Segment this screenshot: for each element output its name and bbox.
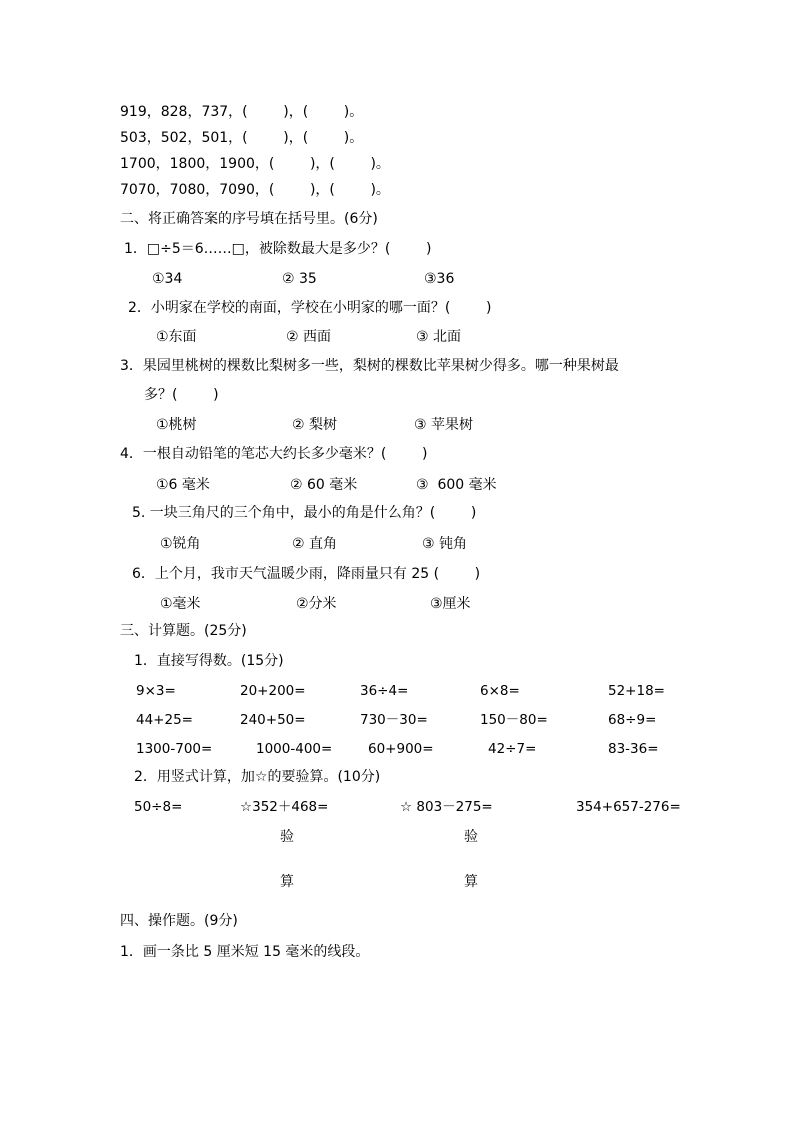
q6-option-1: ①毫米 bbox=[160, 596, 201, 612]
sequence-line-1: 919，828，737，( )，( )。 bbox=[120, 104, 364, 120]
section3-sub2-title: 2．用竖式计算，加☆的要验算。(10分) bbox=[134, 769, 381, 785]
calc-r2-c3: 730－30= bbox=[360, 712, 428, 728]
calc-r2-c4: 150－80= bbox=[480, 712, 548, 728]
section4-title: 四、操作题。(9分) bbox=[120, 913, 238, 929]
question-5: 5. 一块三角尺的三个角中，最小的角是什么角？( ) bbox=[132, 505, 477, 521]
q1-option-3: ③36 bbox=[424, 271, 455, 287]
calc-r3-c4: 42÷7= bbox=[488, 741, 537, 757]
q5-option-3: ③ 钝角 bbox=[422, 536, 468, 552]
question-4: 4．一根自动铅笔的笔芯大约长多少毫米？( ) bbox=[120, 446, 428, 462]
q1-option-2: ② 35 bbox=[282, 271, 317, 287]
q2-option-3: ③ 北面 bbox=[416, 329, 462, 345]
question-6: 6．上个月，我市天气温暖少雨，降雨量只有 25 ( ) bbox=[132, 566, 481, 582]
q4-option-2: ② 60 毫米 bbox=[290, 477, 358, 493]
calc-r1-c5: 52+18= bbox=[608, 683, 665, 699]
verify-label-1-bottom: 算 bbox=[280, 874, 294, 890]
vertical-calc-3: ☆ 803－275= bbox=[400, 799, 493, 815]
sequence-line-3: 1700，1800，1900，( )，( )。 bbox=[120, 156, 390, 172]
section3-title: 三、计算题。(25分) bbox=[120, 623, 247, 639]
section3-sub1-title: 1．直接写得数。(15分) bbox=[134, 653, 284, 669]
q4-option-1: ①6 毫米 bbox=[156, 477, 210, 493]
section2-title: 二、将正确答案的序号填在括号里。(6分) bbox=[120, 211, 378, 227]
question-1: 1．□÷5＝6……□，被除数最大是多少？( ) bbox=[124, 241, 432, 257]
q3-option-3: ③ 苹果树 bbox=[414, 417, 474, 433]
sequence-line-2: 503，502，501，( )，( )。 bbox=[120, 130, 364, 146]
question-3-line-1: 3．果园里桃树的棵数比梨树多一些，梨树的棵数比苹果树少得多。哪一种果树最 bbox=[120, 358, 619, 374]
question-2: 2．小明家在学校的南面，学校在小明家的哪一面？( ) bbox=[128, 300, 492, 316]
q6-option-3: ③厘米 bbox=[430, 596, 471, 612]
calc-r3-c2: 1000-400= bbox=[256, 741, 333, 757]
q3-option-1: ①桃树 bbox=[156, 417, 197, 433]
verify-label-2-bottom: 算 bbox=[464, 874, 478, 890]
sequence-line-4: 7070，7080，7090，( )，( )。 bbox=[120, 182, 390, 198]
calc-r1-c1: 9×3= bbox=[136, 683, 176, 699]
calc-r3-c5: 83-36= bbox=[608, 741, 659, 757]
verify-label-1-top: 验 bbox=[280, 829, 294, 845]
q4-option-3: ③ 600 毫米 bbox=[416, 477, 497, 493]
q5-option-1: ①锐角 bbox=[160, 536, 201, 552]
calc-r2-c2: 240+50= bbox=[240, 712, 306, 728]
vertical-calc-4: 354+657-276= bbox=[576, 799, 681, 815]
q6-option-2: ②分米 bbox=[296, 596, 337, 612]
q2-option-1: ①东面 bbox=[156, 329, 197, 345]
section4-question-1: 1．画一条比 5 厘米短 15 毫米的线段。 bbox=[120, 944, 370, 960]
q5-option-2: ② 直角 bbox=[292, 536, 338, 552]
calc-r2-c1: 44+25= bbox=[136, 712, 193, 728]
verify-label-2-top: 验 bbox=[464, 829, 478, 845]
calc-r2-c5: 68÷9= bbox=[608, 712, 657, 728]
q3-option-2: ② 梨树 bbox=[292, 417, 338, 433]
calc-r1-c4: 6×8= bbox=[480, 683, 520, 699]
question-3-line-2: 多？( ) bbox=[144, 387, 219, 403]
calc-r3-c1: 1300-700= bbox=[136, 741, 213, 757]
calc-r1-c3: 36÷4= bbox=[360, 683, 409, 699]
vertical-calc-1: 50÷8= bbox=[134, 799, 183, 815]
q2-option-2: ② 西面 bbox=[286, 329, 332, 345]
vertical-calc-2: ☆352＋468= bbox=[240, 799, 329, 815]
calc-r3-c3: 60+900= bbox=[368, 741, 434, 757]
q1-option-1: ①34 bbox=[152, 271, 183, 287]
calc-r1-c2: 20+200= bbox=[240, 683, 306, 699]
